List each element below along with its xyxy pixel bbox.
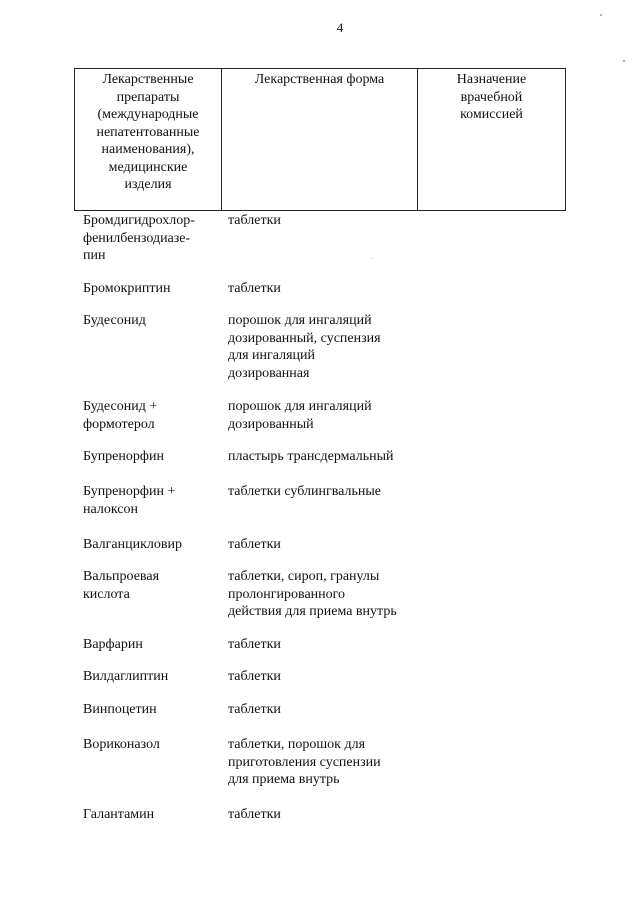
header-col-commission [418,69,565,210]
dosage-form: порошок для ингаляций дозированный [228,399,372,432]
drug-name: Валганцикловир [83,537,182,552]
dosage-form: таблетки [228,213,281,228]
dosage-form: таблетки [228,702,281,717]
header-line: врачебной [460,89,523,105]
drug-name: Будесонид + формотерол [83,399,158,432]
drug-name: Галантамин [83,807,155,822]
scan-speck [372,258,373,259]
header-col-form [222,69,418,210]
header-line: Лекарственные [102,72,194,87]
header-line: комиссией [460,107,523,122]
header-line: медицинские [108,159,188,175]
table-header [74,68,566,211]
header-line: Лекарственная форма [254,72,385,87]
page-number: 4 [336,20,344,35]
header-line: изделия [124,177,172,192]
dosage-form: таблетки [228,637,281,652]
drug-name: Варфарин [83,637,143,652]
dosage-form: таблетки, порошок для приготовления суспензии для приема внутрь [228,737,381,787]
dosage-form: таблетки сублингвальные [228,484,381,499]
scan-speck [623,60,625,62]
drug-name: Бупренорфин + налоксон [83,484,176,517]
scan-speck [600,14,602,16]
dosage-form: таблетки [228,669,281,684]
drug-name: Бупренорфин [83,449,164,464]
drug-name: Вориконазол [83,737,160,752]
drug-name: Винпоцетин [83,702,157,717]
drug-name: Вальпроевая кислота [83,569,160,602]
header-line: (международные [97,107,199,122]
header-line: Назначение [456,72,527,87]
header-line: наименования), [101,142,195,157]
header-col-drugs [75,69,222,210]
drug-name: Вилдаглиптин [83,669,169,684]
dosage-form: таблетки [228,281,281,296]
dosage-form: таблетки [228,807,281,822]
drug-name: Бромокриптин [83,281,171,296]
dosage-form: таблетки, сироп, гранулы пролонгированного действия для приема внутрь [228,569,397,619]
header-line: препараты [116,89,180,105]
drug-name: Бромдигидрохлор- фенилбензодиазе- пин [83,213,195,263]
drug-name: Будесонид [83,313,146,328]
dosage-form: таблетки [228,537,281,552]
header-line: непатентованные [96,124,200,140]
dosage-form: пластырь трансдермальный [228,449,394,464]
dosage-form: порошок для ингаляций дозированный, суспензия для ингаляций дозированная [228,313,381,381]
